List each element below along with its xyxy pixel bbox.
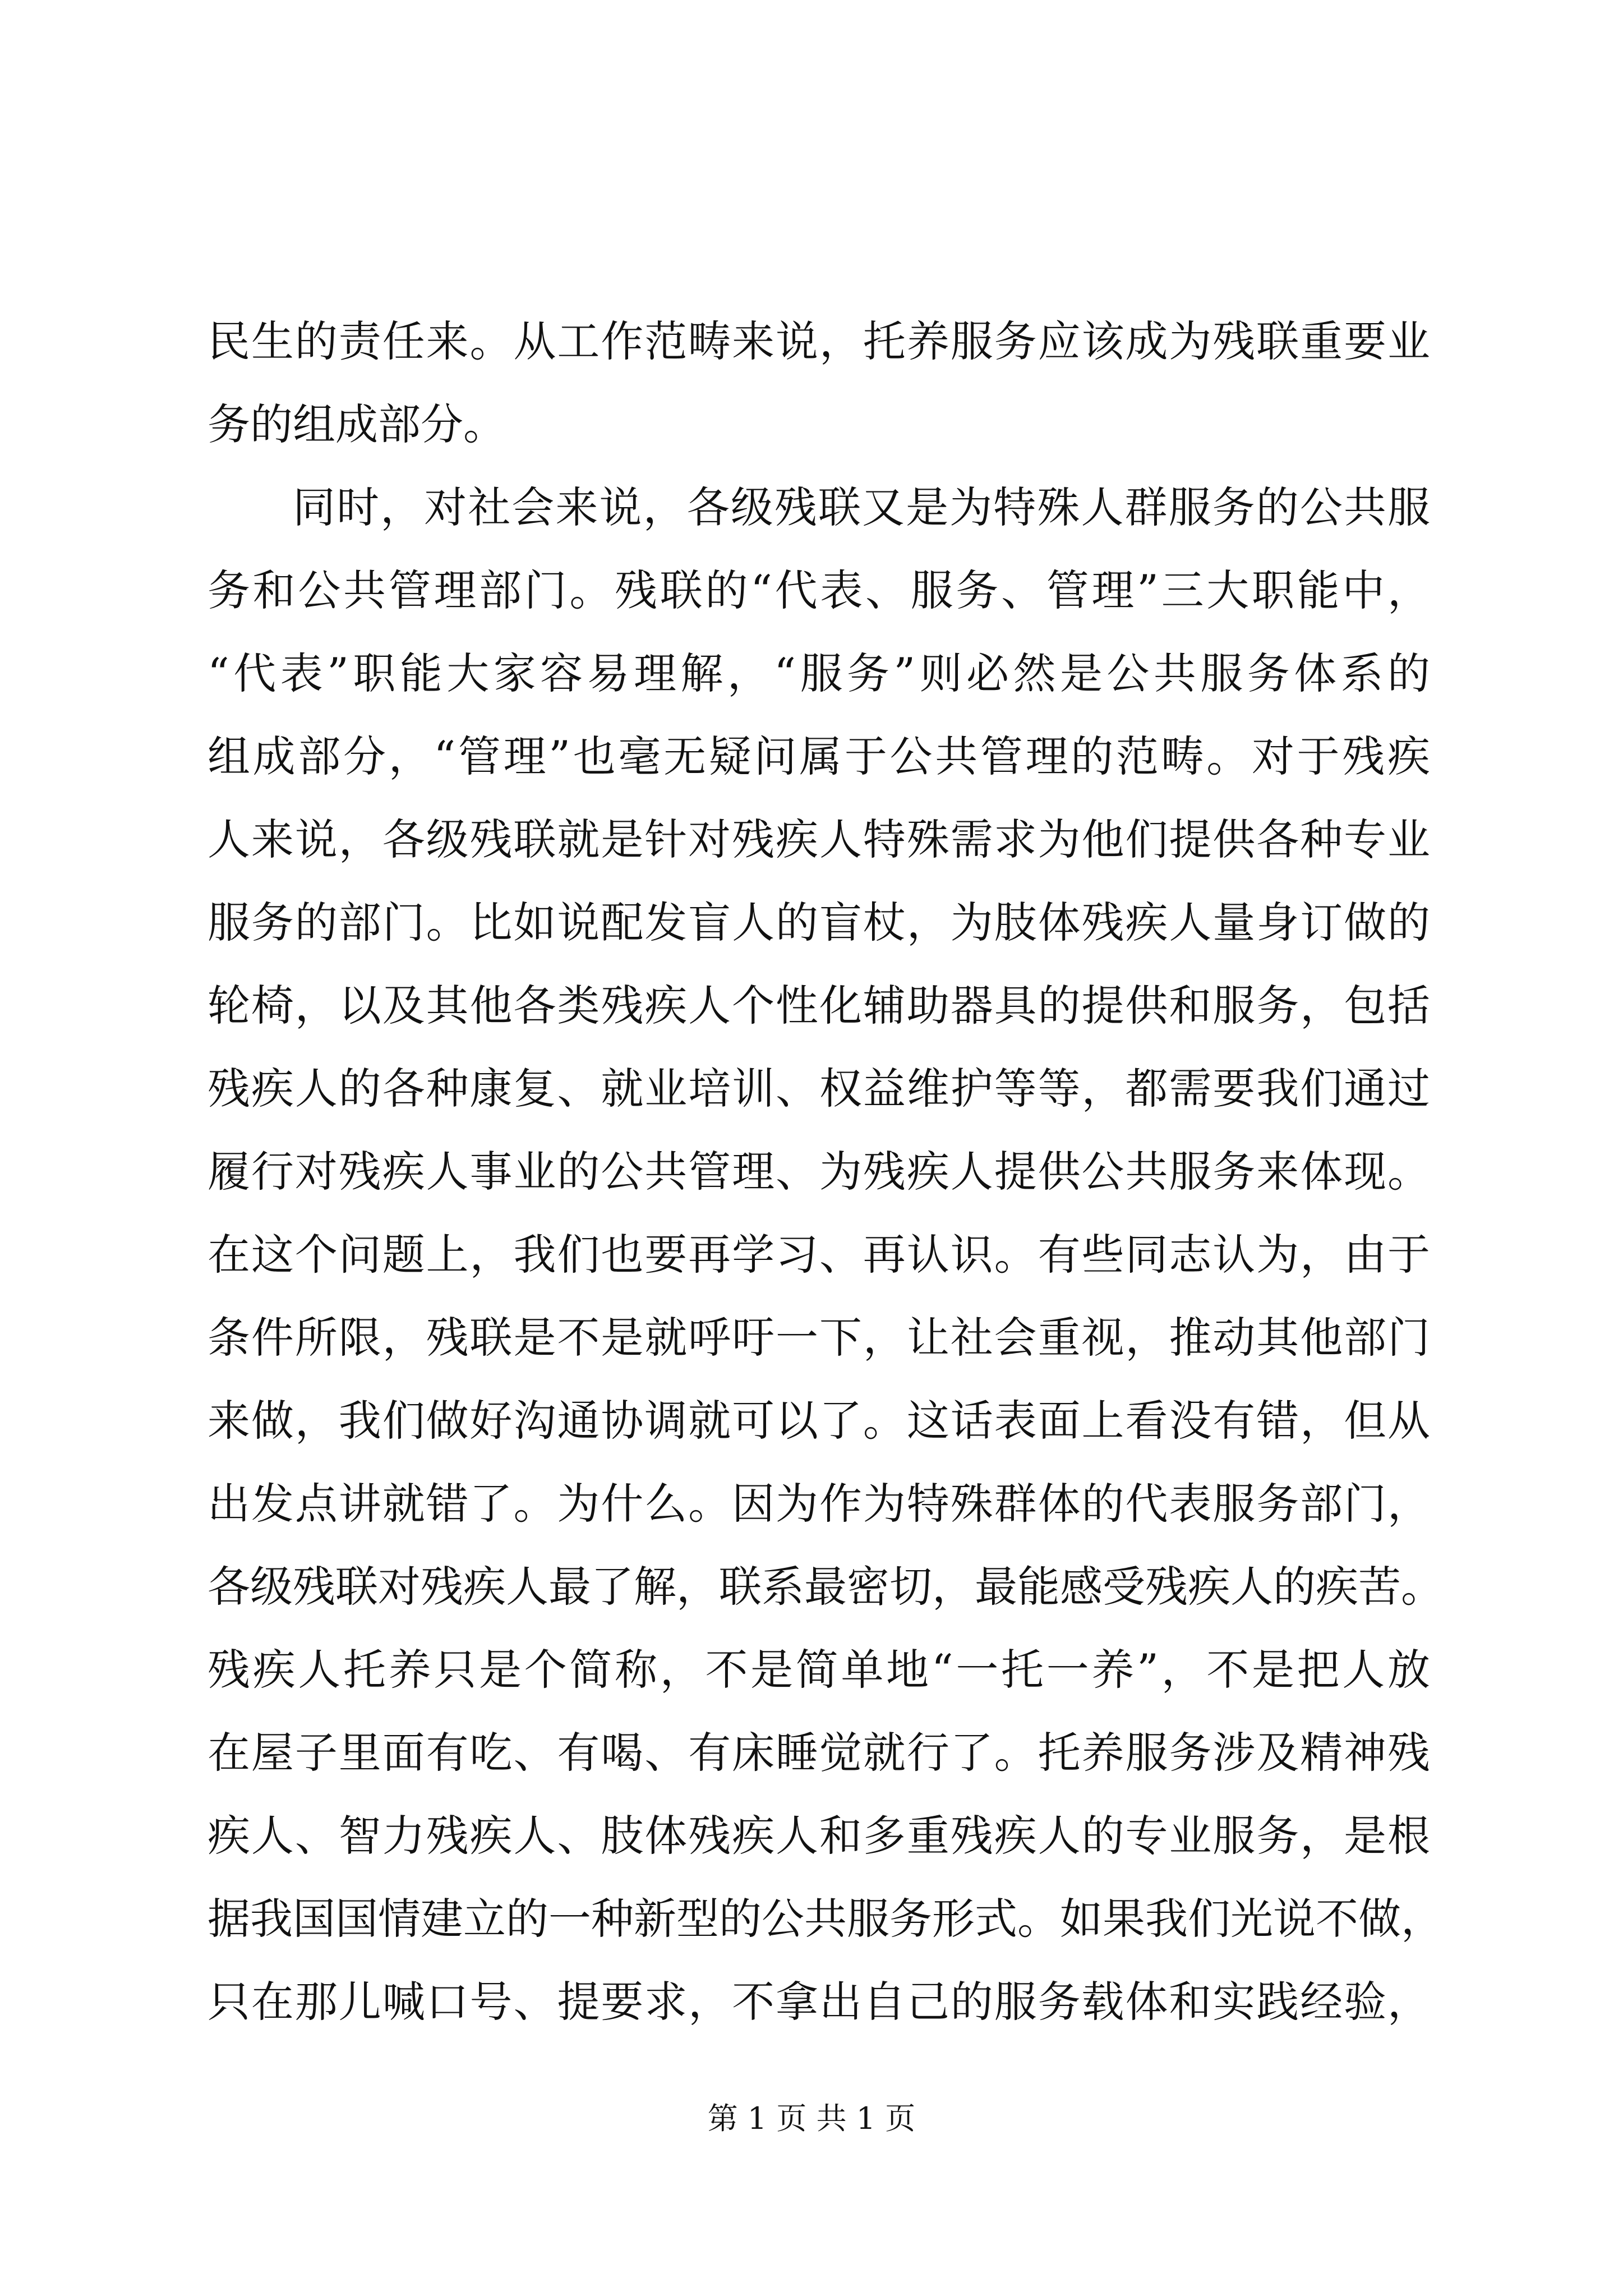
text-line: 履行对残疾人事业的公共管理、为残疾人提供公共服务来体现。 [208, 1147, 1430, 1197]
text-line: 务和公共管理部门。残联的“代表、服务、管理”三大职能中， [208, 565, 1430, 615]
page-number-footer: 第 1 页 共 1 页 [707, 2101, 916, 2136]
text-line: 在这个问题上，我们也要再学习、再认识。有些同志认为，由于 [208, 1230, 1430, 1280]
text-line: 轮椅，以及其他各类残疾人个性化辅助器具的提供和服务，包括 [208, 981, 1430, 1030]
text-line: 务的组成部分。 [208, 399, 506, 449]
text-line: 条件所限，残联是不是就呼吁一下，让社会重视，推动其他部门 [208, 1313, 1430, 1363]
text-line: 来做，我们做好沟通协调就可以了。这话表面上看没有错，但从 [208, 1396, 1430, 1446]
text-line: 只在那儿喊口号、提要求，不拿出自己的服务载体和实践经验， [208, 1977, 1430, 2027]
text-line: 各级残联对残疾人最了解，联系最密切，最能感受残疾人的疾苦。 [208, 1562, 1444, 1612]
text-line: 出发点讲就错了。为什么。因为作为特殊群体的代表服务部门， [208, 1479, 1430, 1529]
text-line: 据我国国情建立的一种新型的公共服务形式。如果我们光说不做， [208, 1894, 1444, 1944]
text-line: 民生的责任来。从工作范畴来说，托养服务应该成为残联重要业 [208, 316, 1430, 366]
text-line: 人来说，各级残联就是针对残疾人特殊需求为他们提供各种专业 [208, 815, 1430, 864]
text-line: 服务的部门。比如说配发盲人的盲杖，为肢体残疾人量身订做的 [208, 898, 1430, 947]
text-line: 组成部分，“管理”也毫无疑问属于公共管理的范畴。对于残疾 [208, 731, 1430, 781]
text-line: 残疾人托养只是个简称，不是简单地“一托一养”，不是把人放 [208, 1645, 1430, 1695]
document-body [208, 300, 1444, 2044]
text-line: 同时，对社会来说，各级残联又是为特殊人群服务的公共服 [293, 482, 1430, 532]
text-line: 残疾人的各种康复、就业培训、权益维护等等，都需要我们通过 [208, 1064, 1430, 1114]
text-line: 在屋子里面有吃、有喝、有床睡觉就行了。托养服务涉及精神残 [208, 1728, 1430, 1778]
text-line: 疾人、智力残疾人、肢体残疾人和多重残疾人的专业服务，是根 [208, 1811, 1430, 1861]
text-line: “代表”职能大家容易理解，“服务”则必然是公共服务体系的 [208, 648, 1430, 698]
